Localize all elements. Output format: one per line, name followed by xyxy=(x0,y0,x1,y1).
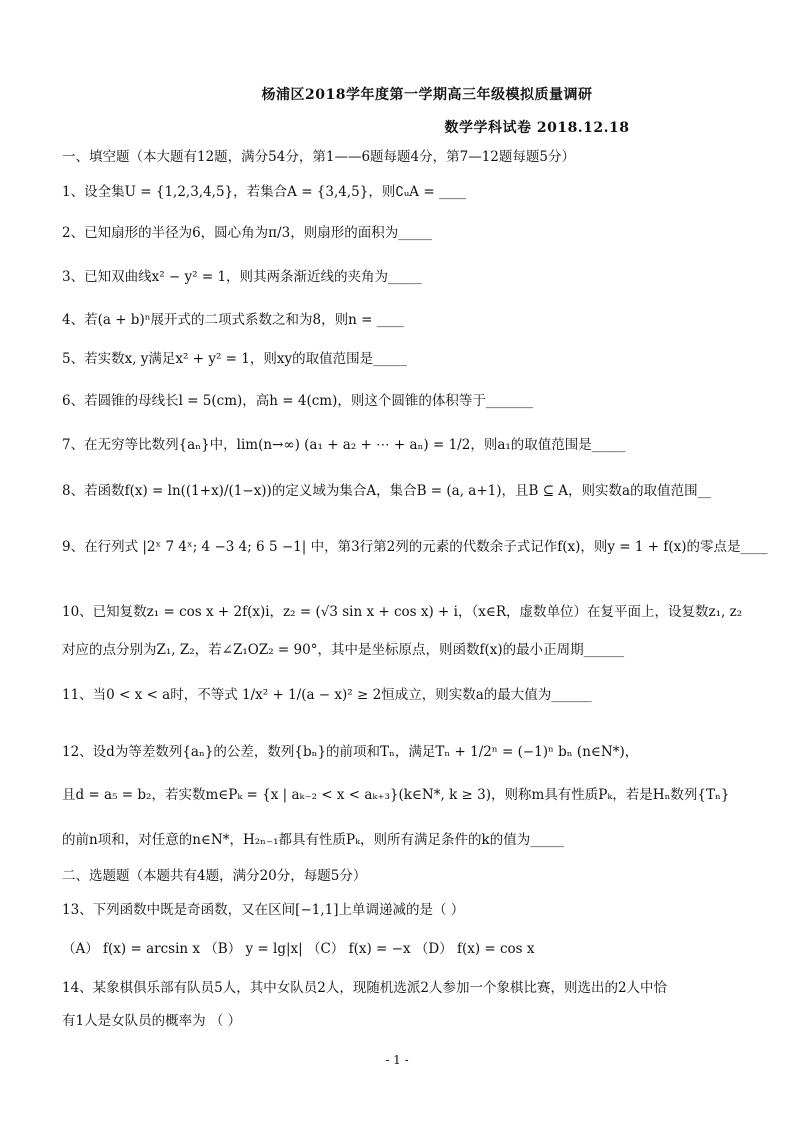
question-8: 8、若函数f(x) = ln((1+x)/(1−x))的定义域为集合A，集合B = (a, a+1)，且B ⊆ A，则实数a的取值范围__ xyxy=(62,483,712,499)
question-9: 9、在行列式 |2ˣ 7 4ˣ; 4 −3 4; 6 5 −1| 中，第3行第2列的元素的代数余子式记作f(x)，则y = 1 + f(x)的零点是____ xyxy=(62,539,768,555)
page-number: - 1 - xyxy=(385,1053,409,1067)
question-14: 14、某象棋俱乐部有队员5人，其中女队员2人，现随机选派2人参加一个象棋比赛，则选出的2人中恰 xyxy=(62,980,668,996)
section-heading-fill-in: 一、填空题（本大题有12题，满分54分，第1——6题每题4分，第7—12题每题5分） xyxy=(62,149,575,165)
question-1: 1、设全集U = {1,2,3,4,5}，若集合A = {3,4,5}，则∁ᵤA = ____ xyxy=(62,184,466,200)
exam-subtitle: 数学学科试卷 2018.12.18 xyxy=(444,120,630,136)
question-3: 3、已知双曲线x² − y² = 1，则其两条渐近线的夹角为_____ xyxy=(62,269,422,285)
question-6: 6、若圆锥的母线长l = 5(cm)，高h = 4(cm)，则这个圆锥的体积等于_______ xyxy=(62,393,534,409)
question-10-cont: 对应的点分别为Z₁, Z₂，若∠Z₁OZ₂ = 90°，其中是坐标原点，则函数f(x)的最小正周期______ xyxy=(62,642,625,658)
question-10: 10、已知复数z₁ = cos x + 2f(x)i，z₂ = (√3 sin x + cos x) + i，（x∈R，虚数单位）在复平面上，设复数z₁, z₂ xyxy=(62,604,743,620)
question-12-cont2: 的前n项和，对任意的n∈N*，H₂ₙ₋₁都具有性质Pₖ，则所有满足条件的k的值为_____ xyxy=(62,832,564,848)
question-7: 7、在无穷等比数列{aₙ}中，lim(n→∞) (a₁ + a₂ + ⋯ + aₙ) = 1/2，则a₁的取值范围是_____ xyxy=(62,437,626,453)
question-12: 12、设d为等差数列{aₙ}的公差，数列{bₙ}的前项和Tₙ，满足Tₙ + 1/2ⁿ = (−1)ⁿ bₙ (n∈N*)， xyxy=(62,744,639,760)
question-12-cont1: 且d = a₅ = b₂，若实数m∈Pₖ = {x | aₖ₋₂ < x < aₖ₊₃}(k∈N*, k ≥ 3)，则称m具有性质Pₖ，若是Hₙ数列{Tₙ} xyxy=(62,787,730,803)
question-4: 4、若(a + b)ⁿ展开式的二项式系数之和为8，则n = ____ xyxy=(62,312,404,328)
question-13: 13、下列函数中既是奇函数，又在区间[−1,1]上单调递减的是（ ） xyxy=(62,902,465,918)
question-5: 5、若实数x, y满足x² + y² = 1，则xy的取值范围是_____ xyxy=(62,351,407,367)
section-heading-choice: 二、选题题（本题共有4题，满分20分，每题5分） xyxy=(62,868,367,884)
question-11: 11、当0 < x < a时，不等式 1/x² + 1/(a − x)² ≥ 2恒成立，则实数a的最大值为______ xyxy=(62,687,592,703)
question-14-cont: 有1人是女队员的概率为 （ ） xyxy=(62,1013,242,1029)
question-13-options: （A） f(x) = arcsin x （B） y = lg|x| （C） f(x) = −x （D） f(x) = cos x xyxy=(62,941,535,957)
question-2: 2、已知扇形的半径为6，圆心角为π/3，则扇形的面积为_____ xyxy=(62,225,432,241)
exam-title: 杨浦区2018学年度第一学期高三年级模拟质量调研 xyxy=(261,87,593,103)
